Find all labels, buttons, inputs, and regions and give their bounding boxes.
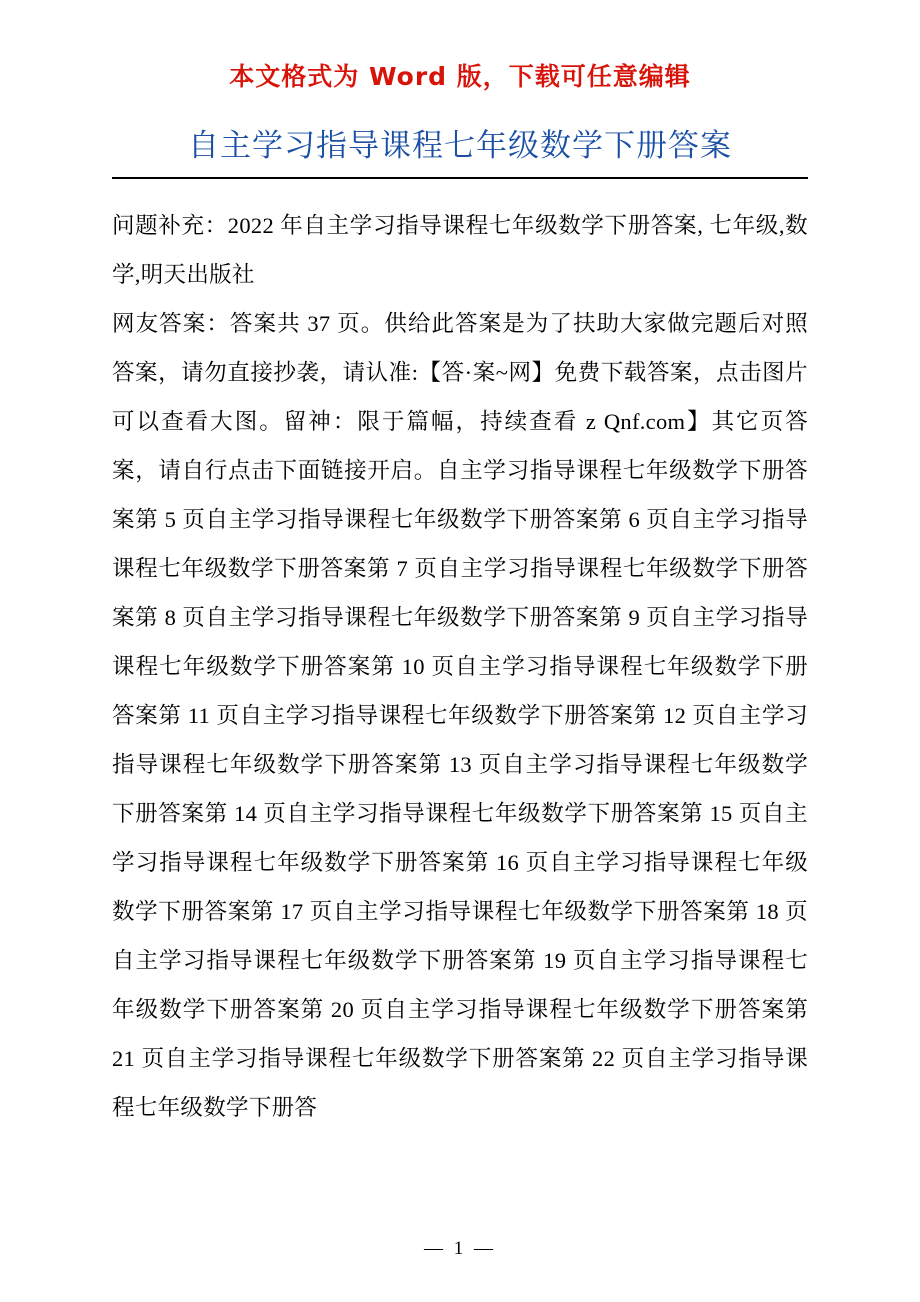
title-divider (112, 177, 808, 179)
paragraph-netizen-answer: 网友答案：答案共 37 页。供给此答案是为了扶助大家做完题后对照答案，请勿直接抄袭，请认准:【答·案~网】免费下载答案，点击图片可以查看大图。留神：限于篇幅，持续查看 z Qnf.com】其它页答案，请自行点击下面链接开启。自主学习指导课程七年级数学下册答案第 5 页自主学习指导课程七年级数学下册答案第 6 页自主学习指导课程七年级数学下册答案第 7 页自主学习指导课程七年级数学下册答案第 8 页自主学习指导课程七年级数学下册答案第 9 页自主学习指导课程七年级数学下册答案第 10 页自主学习指导课程七年级数学下册答案第 11 页自主学习指导课程七年级数学下册答案第 12 页自主学习指导课程七年级数学下册答案第 13 页自主学习指导课程七年级数学下册答案第 14 页自主学习指导课程七年级数学下册答案第 15 页自主学习指导课程七年级数学下册答案第 16 页自主学习指导课程七年级数学下册答案第 17 页自主学习指导课程七年级数学下册答案第 18 页自主学习指导课程七年级数学下册答案第 19 页自主学习指导课程七年级数学下册答案第 20 页自主学习指导课程七年级数学下册答案第 21 页自主学习指导课程七年级数学下册答案第 22 页自主学习指导课程七年级数学下册答 (112, 311, 808, 1120)
page-title: 自主学习指导课程七年级数学下册答案 (188, 128, 732, 164)
paragraph-question-supplement: 问题补充：2022 年自主学习指导课程七年级数学下册答案, 七年级,数学,明天出版社 (112, 213, 808, 287)
document-body (112, 201, 808, 1132)
page-number-footer: — 1 — (424, 1238, 496, 1259)
word-format-banner: 本文格式为 Word 版，下载可任意编辑 (229, 62, 691, 91)
